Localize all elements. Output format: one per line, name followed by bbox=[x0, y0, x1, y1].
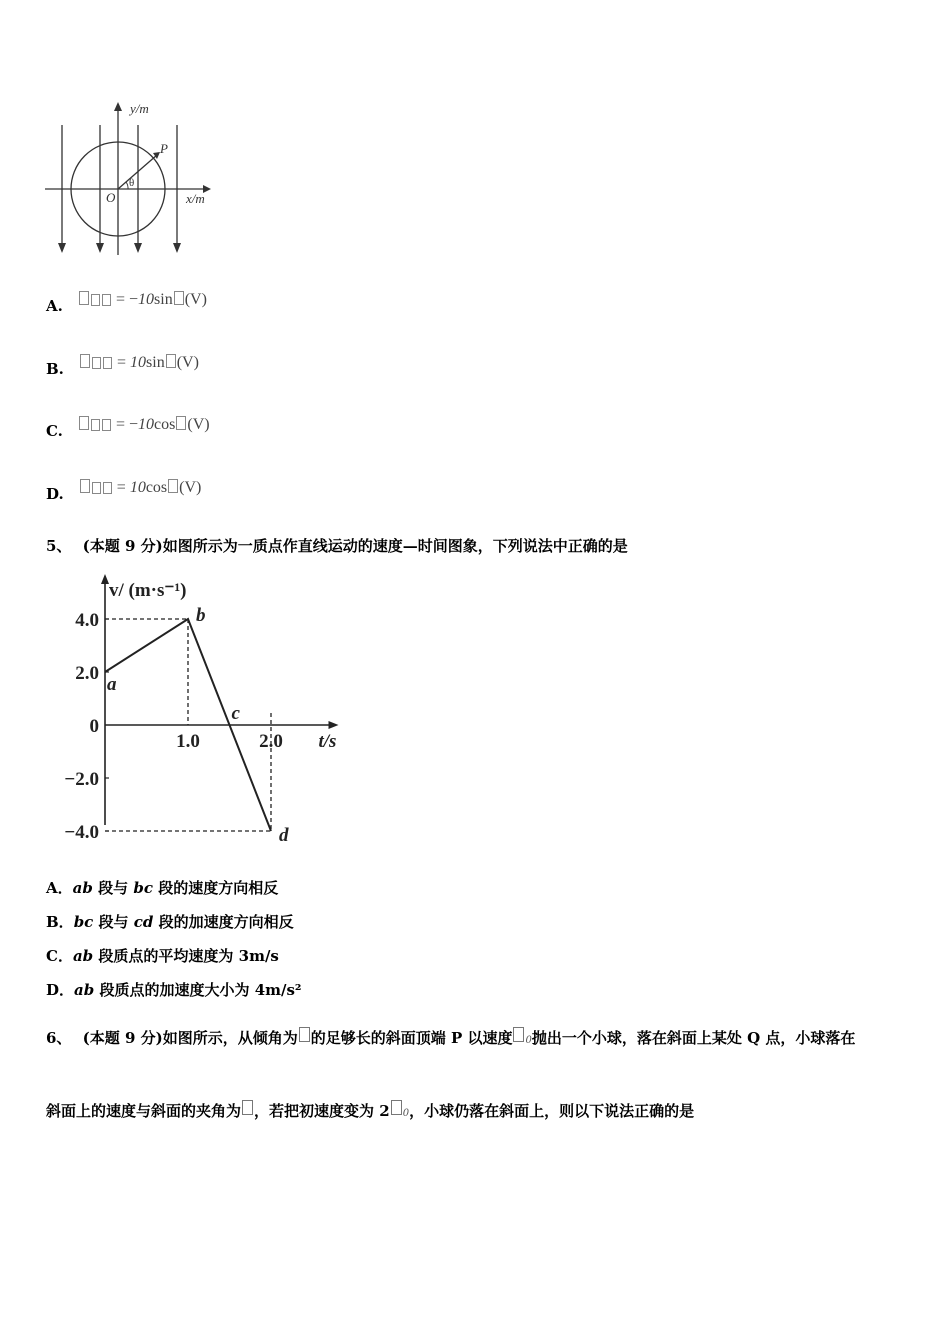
question-6-line-2: 斜面上的速度与斜面的夹角为 ，若把初速度变为 2 0，小球仍落在斜面上，则以下说法正确的是 bbox=[46, 1102, 695, 1120]
option-label: D. bbox=[46, 485, 64, 503]
question-number: 5、 bbox=[46, 537, 72, 555]
y-tick-label: 2.0 bbox=[75, 663, 99, 684]
question-text: (本题 9 分)如图所示为一质点作直线运动的速度—时间图象，下列说法中正确的是 bbox=[82, 537, 628, 555]
question-number: 6、 bbox=[46, 1029, 72, 1047]
option-label: C． bbox=[46, 947, 73, 965]
y-axis-arrow bbox=[101, 574, 109, 584]
vt-chart bbox=[50, 572, 340, 842]
option-label: A. bbox=[46, 297, 63, 315]
x-axis-label: x/m bbox=[186, 191, 205, 206]
option-label: C. bbox=[46, 422, 63, 440]
x-tick-label: 1.0 bbox=[176, 731, 200, 752]
question-6-line-1: 6、 (本题 9 分)如图所示，从倾角为 的足够长的斜面顶端 P 以速度 0抛出一个小球，落在斜面上某处 Q 点，小球落在 bbox=[46, 1029, 856, 1047]
y-axis-label: y/m bbox=[130, 101, 149, 116]
q4-option-c[interactable]: C. = −10cos (V) bbox=[46, 416, 210, 440]
y-tick-label: 0 bbox=[89, 716, 99, 737]
q5-option-b[interactable]: B．bc 段与 cd 段的加速度方向相反 bbox=[46, 913, 294, 931]
theta-glyph bbox=[299, 1027, 310, 1042]
q5-option-d[interactable]: D．ab 段质点的加速度大小为 4m/s² bbox=[46, 981, 302, 999]
point-p-label: P bbox=[160, 141, 168, 156]
origin-label: O bbox=[106, 190, 116, 205]
option-label: B. bbox=[46, 360, 64, 378]
point-label-b: b bbox=[196, 605, 206, 626]
point-label-c: c bbox=[231, 703, 240, 724]
alpha-glyph bbox=[242, 1100, 253, 1115]
q4-option-b[interactable]: B. = 10sin (V) bbox=[46, 354, 199, 378]
point-label-a: a bbox=[107, 674, 117, 695]
x-axis-label: t/s bbox=[318, 731, 337, 752]
y-tick-label: −4.0 bbox=[64, 822, 99, 842]
theta-label: θ bbox=[129, 177, 135, 189]
v-glyph bbox=[513, 1027, 524, 1042]
q4-option-d[interactable]: D. = 10cos (V) bbox=[46, 479, 202, 503]
q5-option-c[interactable]: C．ab 段质点的平均速度为 3m/s bbox=[46, 947, 279, 965]
y-tick-label: 4.0 bbox=[75, 610, 99, 631]
v-glyph bbox=[391, 1100, 402, 1115]
option-label: D． bbox=[46, 981, 75, 999]
y-tick-label: −2.0 bbox=[64, 769, 99, 790]
q4-option-a[interactable]: A. = −10sin (V) bbox=[46, 291, 207, 315]
x-axis-arrow bbox=[329, 721, 339, 729]
circle-field-diagram bbox=[40, 95, 230, 260]
option-label: B． bbox=[46, 913, 74, 931]
point-label-d: d bbox=[279, 825, 289, 842]
q5-option-a[interactable]: A．ab 段与 bc 段的速度方向相反 bbox=[46, 879, 279, 897]
x-tick-label: 2.0 bbox=[259, 731, 283, 752]
y-axis-label: v/ (m·s⁻¹) bbox=[109, 580, 187, 601]
option-label: A． bbox=[46, 879, 73, 897]
question-5 bbox=[46, 535, 628, 557]
